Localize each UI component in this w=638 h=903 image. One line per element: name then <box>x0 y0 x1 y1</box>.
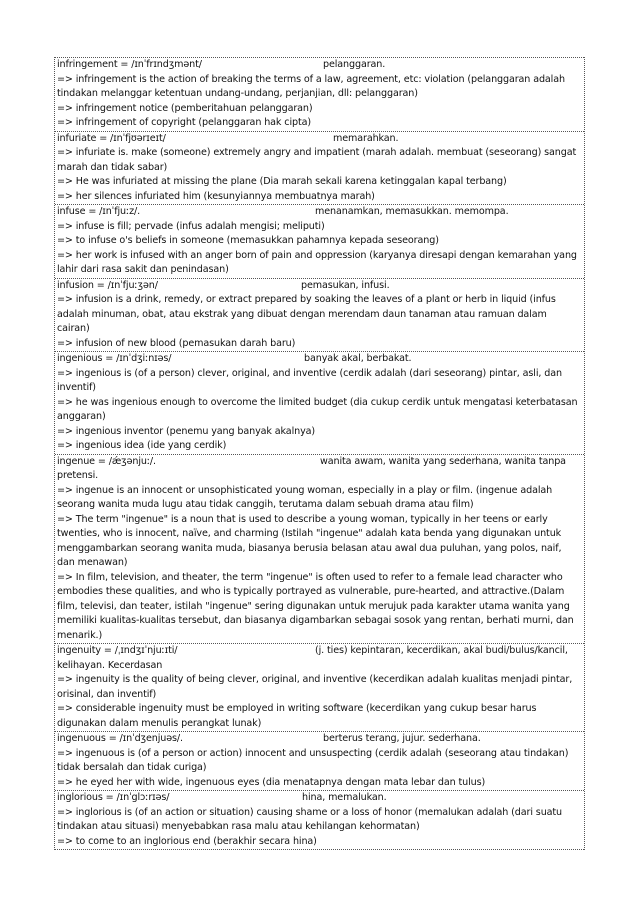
definition-line: => ingenuous is (of a person or action) innocent and unsuspecting (cerdik adalah (seseorang atau tindakan) tidak bersalah dan tidak curiga) <box>57 747 569 773</box>
meaning: berterus terang, jujur. sederhana. <box>323 733 481 744</box>
entry-head <box>57 58 582 73</box>
headword: ingenue = /ǽʒənjuː/. <box>57 455 156 467</box>
entry-ingenuous <box>55 731 584 790</box>
example-line: => infringement notice (pemberitahuan pelanggaran) <box>57 102 313 114</box>
entry-infringement <box>55 57 584 131</box>
dictionary-page <box>54 57 585 850</box>
headword: infringement = /ɪnˈfrɪndʒmənt/ <box>57 59 202 70</box>
example-line: => ingenious idea (ide yang cerdik) <box>57 440 227 451</box>
meaning: pelanggaran. <box>323 59 386 70</box>
entry-head <box>57 205 582 220</box>
headword: infuse = /ɪnˈfjuːz/. <box>57 206 141 217</box>
entry-head <box>57 455 582 484</box>
definition-line: => ingenuity is the quality of being clever, original, and inventive (kecerdikan adalah kualitas menjadi pintar, orisinal, dan inventif) <box>57 674 573 700</box>
example-line: => her work is infused with an anger born of pain and oppression (karyanya diresapi dengan kemarahan yang lahir dari rasa sakit dan penindasan) <box>57 249 577 275</box>
definition-line: => infuse is fill; pervade (infus adalah mengisi; meliputi) <box>57 220 325 232</box>
meaning: hina, memalukan. <box>302 792 387 803</box>
entry-ingenuity <box>55 643 584 731</box>
entry-infuriate <box>55 131 584 205</box>
headword: inglorious = /ɪnˈglɔːrɪəs/ <box>57 792 170 803</box>
meaning: menanamkan, memasukkan. memompa. <box>315 206 509 217</box>
example-line: => He was infuriated at missing the plane (Dia marah sekali karena ketinggalan kapal terbang) <box>57 176 507 187</box>
meaning: memarahkan. <box>333 132 399 144</box>
example-line: => The term "ingenue" is a noun that is used to describe a young woman, typically in her teens or early twenties, who is innocent, naïve, and charming (Istilah "ingenue" adalah kata benda yang digunakan untuk menggambarkan seorang wanita muda, biasanya berusia belasan atau awal dua puluhan, yang polos, naif, dan menawan) <box>57 513 562 568</box>
meaning: wanita awam, wanita yang sederhana, wanita tanpa pretensi. <box>57 455 566 481</box>
definition-line: => ingenue is an innocent or unsophisticated young woman, especially in a play or film. (ingenue adalah seorang wanita muda lugu atau tidak canggih, terutama dalam sebuah drama atau film) <box>57 484 553 510</box>
entry-head <box>57 352 582 367</box>
example-line: => infusion of new blood (pemasukan darah baru) <box>57 337 296 349</box>
definition-line: => inglorious is (of an action or situation) causing shame or a loss of honor (memalukan adalah (dari suatu tindakan atau situasi) menyebabkan rasa malu atau kehilangan kehormatan) <box>57 806 563 832</box>
example-line: => her silences infuriated him (kesunyiannya membuatnya marah) <box>57 190 375 202</box>
definition-line: => infuriate is. make (someone) extremely angry and impatient (marah adalah. membuat (seseorang) sangat marah dan tidak sabar) <box>57 147 577 173</box>
entry-head <box>57 132 582 147</box>
example-line: => In film, television, and theater, the term "ingenue" is often used to refer to a female lead character who embodies these qualities, and who is typically portrayed as vulnerable, pure-hearted, and attractive.(Dalam film, televisi, dan teater, istilah "ingenue" sering digunakan untuk merujuk pada karakter utama wanita yang memiliki kualitas-kualitas tersebut, dan biasanya digambarkan sebagai sosok yang rentan, berhati murni, dan menarik.) <box>57 571 574 641</box>
example-line: => infringement of copyright (pelanggaran hak cipta) <box>57 117 311 128</box>
entry-head <box>57 732 582 747</box>
headword: infusion = /ɪnˈfjuːʒən/ <box>57 279 158 291</box>
entry-head <box>57 644 582 673</box>
meaning: (j. ties) kepintaran, kecerdikan, akal budi/bulus/kancil, kelihayan. Kecerdasan <box>57 645 568 671</box>
entry-infusion <box>55 278 584 352</box>
entry-ingenious <box>55 351 584 454</box>
headword: ingenuity = /ˌɪndʒɪˈnjuːɪti/ <box>57 645 178 656</box>
headword: infuriate = /ɪnˈfjʊərɪeɪt/ <box>57 132 166 144</box>
example-line: => considerable ingenuity must be employed in writing software (kecerdikan yang cukup besar harus digunakan dalam menulis perangkat lunak) <box>57 703 537 729</box>
entry-head <box>57 279 582 294</box>
example-line: => he eyed her with wide, ingenuous eyes (dia menatapnya dengan mata lebar dan tulus) <box>57 776 486 788</box>
entry-inglorious <box>55 790 584 850</box>
example-line: => ingenious inventor (penemu yang banyak akalnya) <box>57 425 316 437</box>
entry-ingenue <box>55 454 584 644</box>
definition-line: => ingenious is (of a person) clever, original, and inventive (cerdik adalah (dari seseorang) pintar, asli, dan inventif) <box>57 367 562 393</box>
headword: ingenious = /ɪnˈdʒiːnɪəs/ <box>57 353 172 364</box>
entry-head <box>57 791 582 806</box>
meaning: banyak akal, berbakat. <box>304 353 412 364</box>
entry-infuse <box>55 204 584 278</box>
example-line: => to come to an inglorious end (berakhir secara hina) <box>57 835 317 847</box>
headword: ingenuous = /ɪnˈdʒenjuəs/. <box>57 733 183 744</box>
meaning: pemasukan, infusi. <box>301 279 390 291</box>
example-line: => to infuse o's beliefs in someone (memasukkan pahamnya kepada seseorang) <box>57 235 439 246</box>
definition-line: => infusion is a drink, remedy, or extract prepared by soaking the leaves of a plant or herb in liquid (infus adalah minuman, obat, atau ekstrak yang dibuat dengan merendam daun tanaman atau ramuan dalam cairan) <box>57 294 556 334</box>
example-line: => he was ingenious enough to overcome the limited budget (dia cukup cerdik untuk mengatasi keterbatasan anggaran) <box>57 396 578 422</box>
definition-line: => infringement is the action of breaking the terms of a law, agreement, etc: violation (pelanggaran adalah tindakan melanggar ketentuan undang-undang, perjanjian, dll: pelanggaran) <box>57 73 565 99</box>
